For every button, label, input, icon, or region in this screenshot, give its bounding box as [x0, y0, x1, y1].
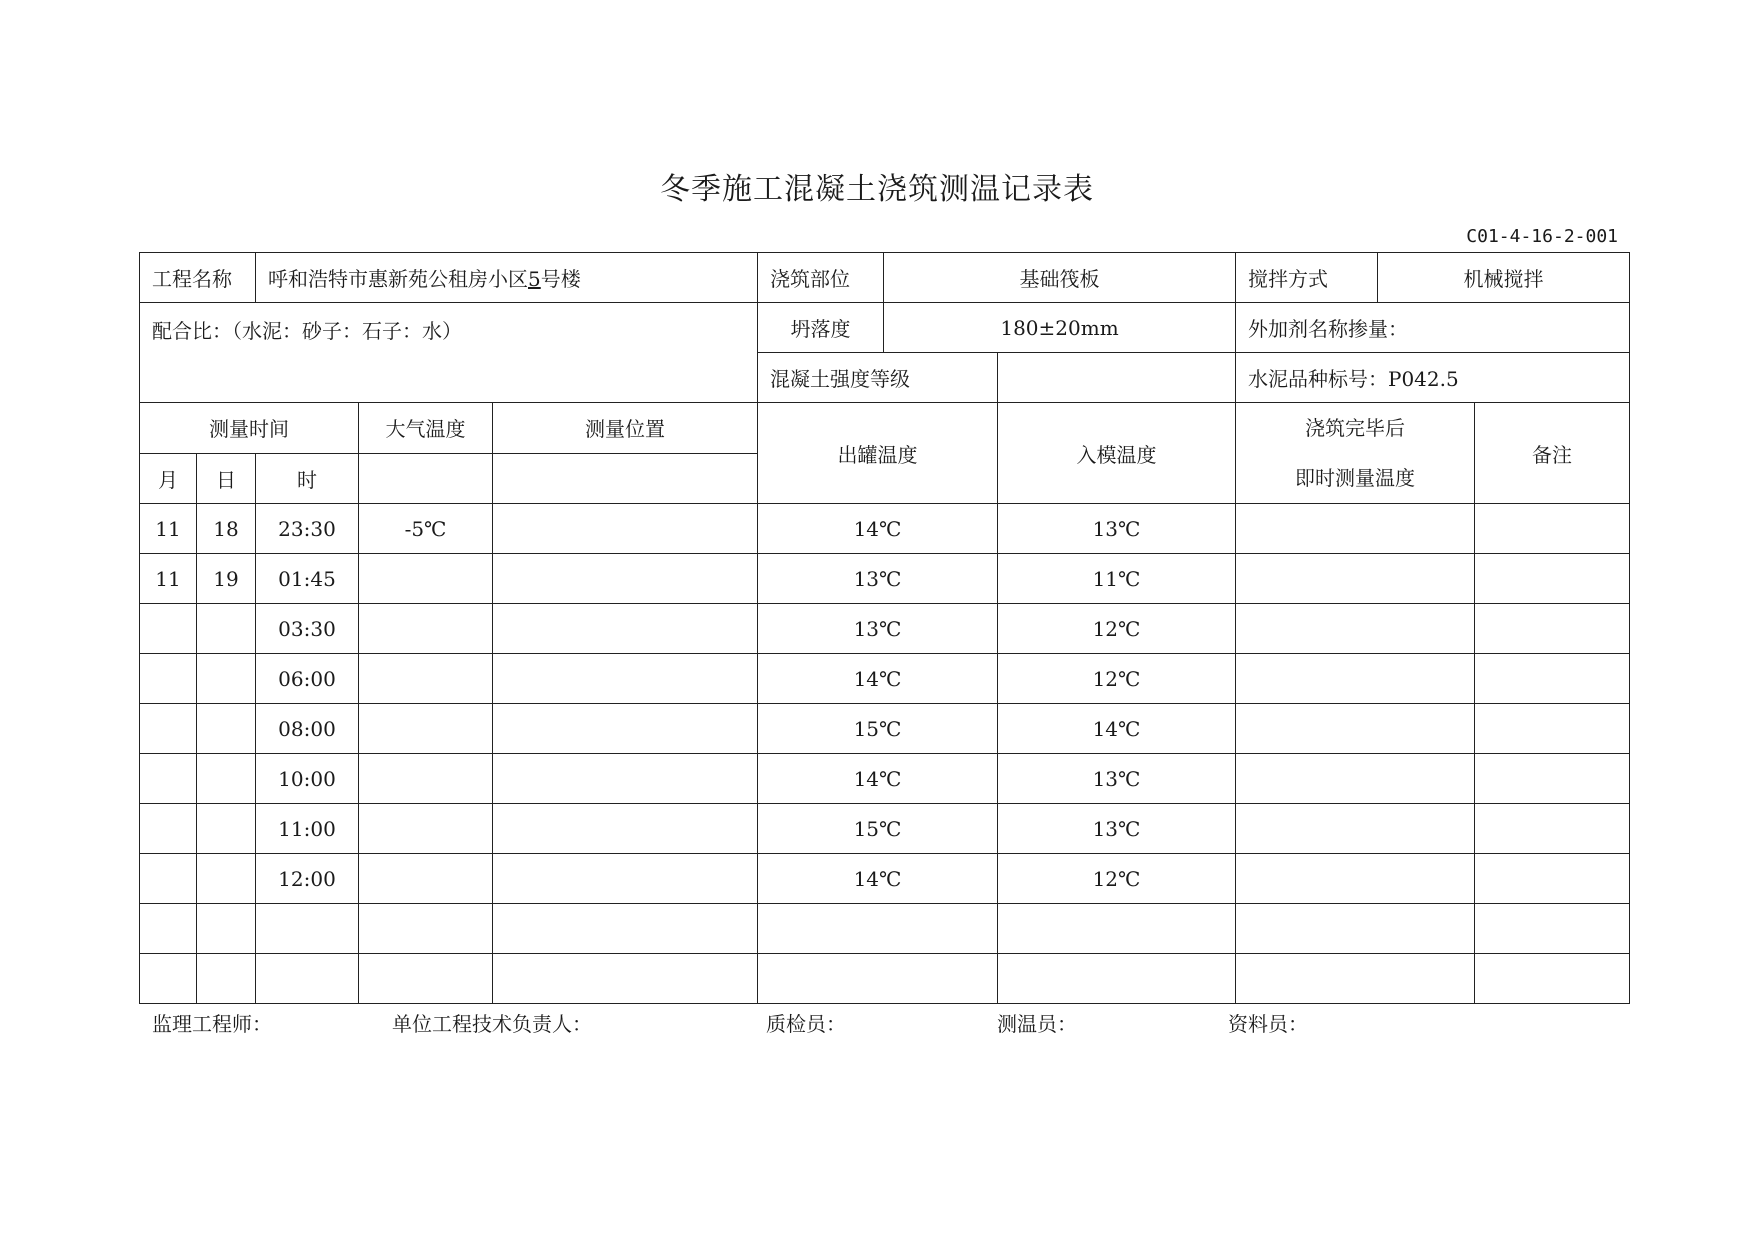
col-position-header: 测量位置: [493, 403, 758, 454]
cell-time: 11:00: [256, 804, 359, 854]
project-value: [256, 253, 758, 303]
cell-remark: [1475, 704, 1630, 754]
cell-after-pour-temp: [1236, 704, 1475, 754]
cell-mold-temp: 13℃: [998, 804, 1236, 854]
cell-tank-temp: 14℃: [758, 754, 998, 804]
cell-month: [140, 654, 197, 704]
table-row: [140, 704, 1630, 754]
mix-method-value: 机械搅拌: [1378, 253, 1630, 303]
cell-position: [493, 954, 758, 1004]
cell-air-temp: [359, 654, 493, 704]
table-row: [140, 604, 1630, 654]
cell-tank-temp: 13℃: [758, 604, 998, 654]
cell-tank-temp: 14℃: [758, 504, 998, 554]
cell-mold-temp: 12℃: [998, 604, 1236, 654]
column-header-row-1: [140, 403, 1630, 454]
table-row: [140, 804, 1630, 854]
cell-after-pour-temp: [1236, 804, 1475, 854]
cell-position: [493, 754, 758, 804]
project-prefix: 呼和浩特市惠新苑公租房小区: [268, 267, 528, 291]
cell-tank-temp: 15℃: [758, 804, 998, 854]
table-row: [140, 904, 1630, 954]
cell-day: [197, 854, 256, 904]
col-remark-header: 备注: [1475, 403, 1630, 504]
col-air-temp-sub: [359, 453, 493, 504]
mix-method-label: 搅拌方式: [1236, 253, 1378, 303]
table-row: [140, 854, 1630, 904]
cell-month: [140, 804, 197, 854]
cell-air-temp: [359, 954, 493, 1004]
cell-day: [197, 904, 256, 954]
cell-time: 06:00: [256, 654, 359, 704]
cell-position: [493, 654, 758, 704]
cell-after-pour-temp: [1236, 654, 1475, 704]
strength-value: [998, 353, 1236, 403]
cell-month: 11: [140, 504, 197, 554]
building-number: 5: [528, 267, 541, 291]
record-table: [139, 252, 1630, 1004]
cell-after-pour-temp: [1236, 504, 1475, 554]
cell-mold-temp: 13℃: [998, 754, 1236, 804]
cell-mold-temp: 12℃: [998, 854, 1236, 904]
cell-remark: [1475, 954, 1630, 1004]
inspector-label: 质检员：: [766, 1012, 846, 1036]
cell-remark: [1475, 904, 1630, 954]
cell-remark: [1475, 554, 1630, 604]
cell-month: [140, 854, 197, 904]
table-row: [140, 954, 1630, 1004]
cell-day: [197, 804, 256, 854]
cell-time: 03:30: [256, 604, 359, 654]
header-row-2: [140, 303, 1630, 353]
cell-position: [493, 904, 758, 954]
col-tank-temp-header: 出罐温度: [758, 403, 998, 504]
cell-time: 01:45: [256, 554, 359, 604]
cell-tank-temp: 14℃: [758, 854, 998, 904]
cell-time: 23:30: [256, 504, 359, 554]
cell-remark: [1475, 654, 1630, 704]
cell-mold-temp: 11℃: [998, 554, 1236, 604]
cell-tank-temp: 13℃: [758, 554, 998, 604]
cell-air-temp: [359, 804, 493, 854]
cell-position: [493, 504, 758, 554]
archivist-label: 资料员：: [1228, 1012, 1308, 1036]
cell-air-temp: [359, 604, 493, 654]
cell-after-pour-temp: [1236, 554, 1475, 604]
project-suffix: 号楼: [540, 267, 581, 291]
cell-time: 08:00: [256, 704, 359, 754]
cell-month: [140, 754, 197, 804]
cell-after-pour-temp: [1236, 954, 1475, 1004]
slump-label: 坍落度: [758, 303, 884, 353]
cell-remark: [1475, 854, 1630, 904]
cell-position: [493, 554, 758, 604]
cell-mold-temp: 14℃: [998, 704, 1236, 754]
col-air-temp-header: 大气温度: [359, 403, 493, 454]
col-month-header: 月: [140, 453, 197, 504]
pour-part-label: 浇筑部位: [758, 253, 884, 303]
cell-time: 10:00: [256, 754, 359, 804]
cell-position: [493, 854, 758, 904]
cell-mold-temp: [998, 954, 1236, 1004]
cell-position: [493, 604, 758, 654]
cell-air-temp: [359, 904, 493, 954]
col-after-pour-header: [1236, 403, 1475, 504]
document-code: C01-4-16-2-001: [1466, 226, 1618, 247]
slump-value: 180±20mm: [884, 303, 1236, 353]
cell-position: [493, 704, 758, 754]
cell-day: [197, 704, 256, 754]
cell-day: 19: [197, 554, 256, 604]
col-position-sub: [493, 453, 758, 504]
cell-after-pour-temp: [1236, 854, 1475, 904]
cell-day: 18: [197, 504, 256, 554]
tech-lead-label: 单位工程技术负责人：: [392, 1012, 592, 1036]
cement-label: 水泥品种标号：P042.5: [1236, 353, 1630, 403]
col-mold-temp-header: 入模温度: [998, 403, 1236, 504]
after-pour-line-2: 即时测量温度: [1295, 466, 1415, 490]
cell-tank-temp: [758, 954, 998, 1004]
cell-position: [493, 804, 758, 854]
supervisor-label: 监理工程师：: [152, 1012, 272, 1036]
cell-air-temp: [359, 554, 493, 604]
data-rows: [140, 504, 1630, 1004]
cell-mold-temp: 13℃: [998, 504, 1236, 554]
cell-month: [140, 904, 197, 954]
table-row: [140, 654, 1630, 704]
cell-air-temp: [359, 754, 493, 804]
cell-after-pour-temp: [1236, 604, 1475, 654]
after-pour-line-1: 浇筑完毕后: [1305, 416, 1405, 440]
cell-remark: [1475, 754, 1630, 804]
cell-day: [197, 754, 256, 804]
strength-label: 混凝土强度等级: [758, 353, 998, 403]
cell-remark: [1475, 804, 1630, 854]
admixture-label: 外加剂名称掺量：: [1236, 303, 1630, 353]
cell-air-temp: [359, 854, 493, 904]
cell-tank-temp: 14℃: [758, 654, 998, 704]
cell-day: [197, 654, 256, 704]
table-row: [140, 754, 1630, 804]
mix-ratio-label: 配合比：（水泥：砂子：石子：水）: [140, 303, 758, 403]
cell-remark: [1475, 604, 1630, 654]
cell-air-temp: -5℃: [359, 504, 493, 554]
cell-month: [140, 704, 197, 754]
col-hour-header: 时: [256, 453, 359, 504]
col-day-header: 日: [197, 453, 256, 504]
cell-mold-temp: [998, 904, 1236, 954]
cell-after-pour-temp: [1236, 754, 1475, 804]
header-row-1: [140, 253, 1630, 303]
col-time-header: 测量时间: [140, 403, 359, 454]
cell-mold-temp: 12℃: [998, 654, 1236, 704]
cell-air-temp: [359, 704, 493, 754]
table-row: [140, 504, 1630, 554]
project-label: 工程名称: [140, 253, 256, 303]
cell-remark: [1475, 504, 1630, 554]
cell-month: 11: [140, 554, 197, 604]
cell-after-pour-temp: [1236, 904, 1475, 954]
cell-month: [140, 604, 197, 654]
temp-tester-label: 测温员：: [997, 1012, 1077, 1036]
cell-day: [197, 954, 256, 1004]
page-title: 冬季施工混凝土浇筑测温记录表: [660, 172, 1094, 207]
table-row: [140, 554, 1630, 604]
cell-tank-temp: [758, 904, 998, 954]
cell-time: [256, 904, 359, 954]
cell-day: [197, 604, 256, 654]
cell-tank-temp: 15℃: [758, 704, 998, 754]
cell-month: [140, 954, 197, 1004]
signature-footer: [0, 1008, 1754, 1038]
pour-part-value: 基础筏板: [884, 253, 1236, 303]
cell-time: 12:00: [256, 854, 359, 904]
cell-time: [256, 954, 359, 1004]
